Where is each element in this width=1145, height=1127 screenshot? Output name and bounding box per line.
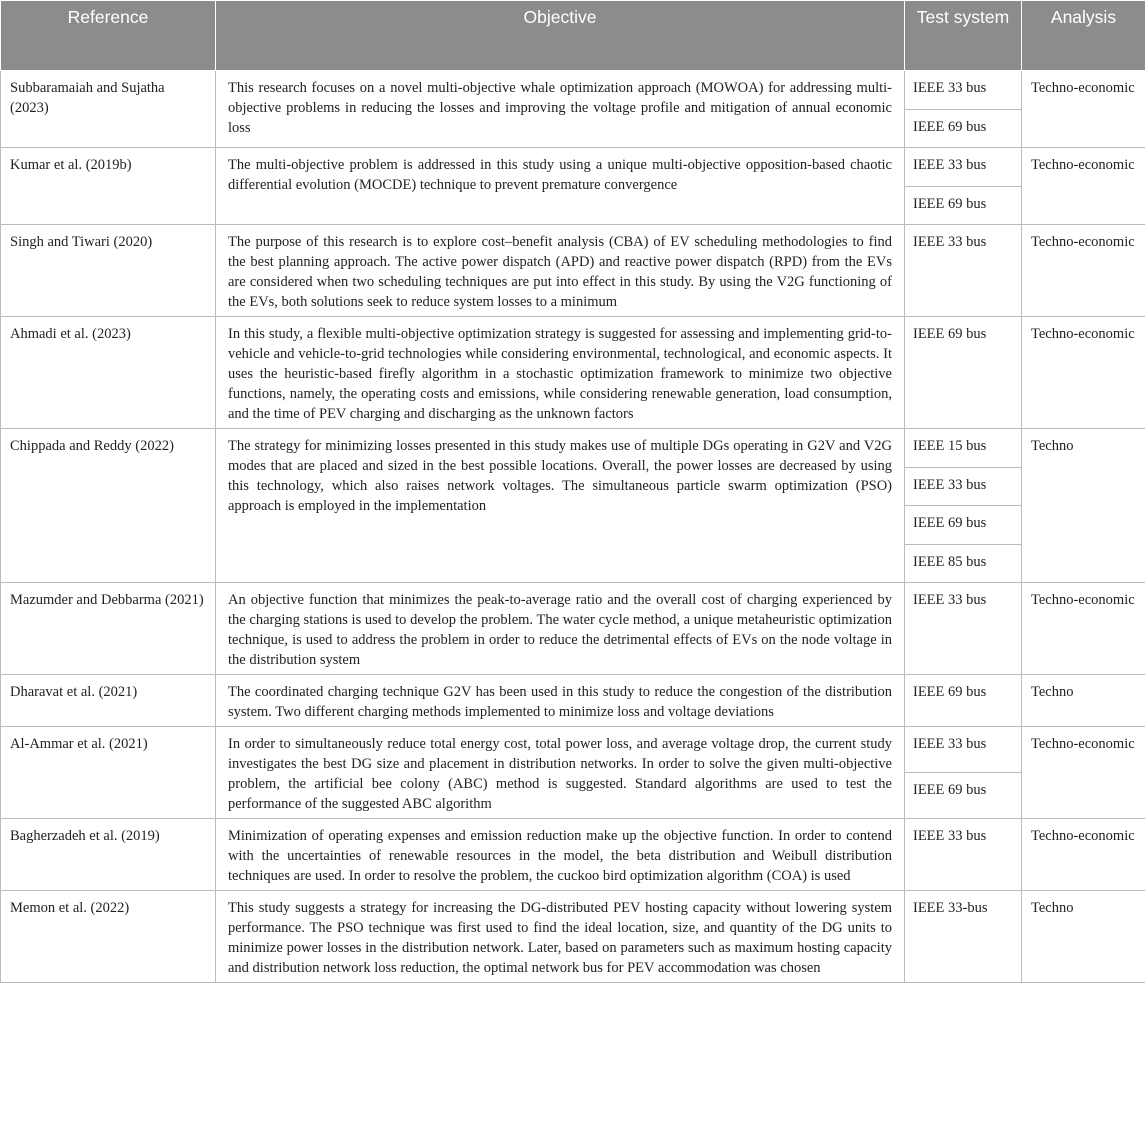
test-system-cell: IEEE 69 bus [905,675,1022,727]
analysis-cell: Techno [1022,429,1145,583]
test-system-cell: IEEE 33 bus [905,819,1022,891]
analysis-cell: Techno-economic [1022,225,1145,317]
analysis-cell: Techno-economic [1022,148,1145,225]
objective-cell: The coordinated charging technique G2V has been used in this study to reduce the congestion of the distribution system. Two different charging methods implemented to minimize loss and voltage deviations [216,675,905,727]
objective-cell: An objective function that minimizes the peak-to-average ratio and the overall cost of charging experienced by the charging stations is used to develop the problem. The water cycle method, a unique metaheuristic optimization technique, is used to address the problem in order to reduce the detrimental effects of EVs on the node voltage in the distribution system [216,583,905,675]
objective-cell: Minimization of operating expenses and emission reduction make up the objective function. In order to contend with the uncertainties of renewable resources in the model, the beta distribution and Weibull distribution techniques are used. In order to resolve the problem, the cuckoo bird optimization algorithm (COA) is used [216,819,905,891]
reference-cell: Dharavat et al. (2021) [1,675,216,727]
table-row [1,71,1145,110]
reference-cell: Singh and Tiwari (2020) [1,225,216,317]
test-system-cell: IEEE 33 bus [905,727,1022,773]
header-analysis: Analysis [1022,1,1145,71]
table-row [1,225,1145,317]
header-test-system: Test system [905,1,1022,71]
table-row [1,583,1145,675]
table-row [1,675,1145,727]
test-system-cell: IEEE 33 bus [905,583,1022,675]
test-system-cell: IEEE 33 bus [905,225,1022,317]
table-row [1,727,1145,773]
reference-cell: Kumar et al. (2019b) [1,148,216,225]
analysis-cell: Techno [1022,675,1145,727]
test-system-cell: IEEE 85 bus [905,544,1022,583]
objective-cell: In order to simultaneously reduce total energy cost, total power loss, and average voltage drop, the current study investigates the best DG size and placement in distribution networks. In order to solve the given multi-objective problem, the artificial bee colony (ABC) method is suggested. Standard algorithms are used to test the performance of the suggested ABC algorithm [216,727,905,819]
objective-cell: In this study, a flexible multi-objective optimization strategy is suggested for assessing and implementing grid-to-vehicle and vehicle-to-grid technologies while considering environmental, technological, and economic aspects. It uses the heuristic-based firefly algorithm in a stochastic optimization framework to minimize two objective functions, namely, the operating costs and emissions, while considering renewable generation, load consumption, and the time of PEV charging and discharging as the unknown factors [216,317,905,429]
reference-cell: Memon et al. (2022) [1,891,216,983]
objective-cell: The strategy for minimizing losses presented in this study makes use of multiple DGs operating in G2V and V2G modes that are placed and sized in the best possible locations. Overall, the power losses are decreased by using this technology, which also raises network voltages. The simultaneous particle swarm optimization (PSO) approach is employed in the implementation [216,429,905,583]
analysis-cell: Techno-economic [1022,819,1145,891]
objective-cell: The multi-objective problem is addressed in this study using a unique multi-objective opposition-based chaotic differential evolution (MOCDE) technique to prevent premature convergence [216,148,905,225]
test-system-cell: IEEE 33 bus [905,467,1022,506]
reference-cell: Subbaramaiah and Sujatha (2023) [1,71,216,148]
table-row [1,891,1145,983]
table-row [1,819,1145,891]
reference-cell: Al-Ammar et al. (2021) [1,727,216,819]
analysis-cell: Techno-economic [1022,317,1145,429]
analysis-cell: Techno-economic [1022,727,1145,819]
reference-cell: Chippada and Reddy (2022) [1,429,216,583]
analysis-cell: Techno [1022,891,1145,983]
reference-cell: Ahmadi et al. (2023) [1,317,216,429]
table-row [1,429,1145,468]
test-system-cell: IEEE 69 bus [905,506,1022,545]
objective-cell: This research focuses on a novel multi-objective whale optimization approach (MOWOA) for addressing multi-objective problems in reducing the losses and improving the voltage profile and mitigation of annual economic loss [216,71,905,148]
test-system-cell: IEEE 33 bus [905,71,1022,110]
table-body [1,71,1145,983]
objective-cell: The purpose of this research is to explore cost–benefit analysis (CBA) of EV scheduling methodologies to find the best planning approach. The active power dispatch (APD) and reactive power dispatch (RPD) from the EVs are considered when two scheduling techniques are put into effect in this study. By using the V2G functioning of the EVs, both solutions seek to reduce system losses to a minimum [216,225,905,317]
table-row [1,317,1145,429]
reference-cell: Mazumder and Debbarma (2021) [1,583,216,675]
test-system-cell: IEEE 69 bus [905,186,1022,225]
test-system-cell: IEEE 69 bus [905,109,1022,148]
test-system-cell: IEEE 15 bus [905,429,1022,468]
test-system-cell: IEEE 69 bus [905,317,1022,429]
analysis-cell: Techno-economic [1022,583,1145,675]
test-system-cell: IEEE 69 bus [905,773,1022,819]
analysis-cell: Techno-economic [1022,71,1145,148]
test-system-cell: IEEE 33-bus [905,891,1022,983]
reference-cell: Bagherzadeh et al. (2019) [1,819,216,891]
header-row [1,1,1145,71]
table-header [1,1,1145,71]
test-system-cell: IEEE 33 bus [905,148,1022,187]
header-objective: Objective [216,1,905,71]
objective-cell: This study suggests a strategy for increasing the DG-distributed PEV hosting capacity without lowering system performance. The PSO technique was first used to find the ideal location, size, and quantity of the DG units to minimize power losses in the distribution network. Later, based on parameters such as maximum hosting capacity and distribution network loss reduction, the optimal network bus for PEV accommodation was chosen [216,891,905,983]
header-reference: Reference [1,1,216,71]
table-row [1,148,1145,187]
